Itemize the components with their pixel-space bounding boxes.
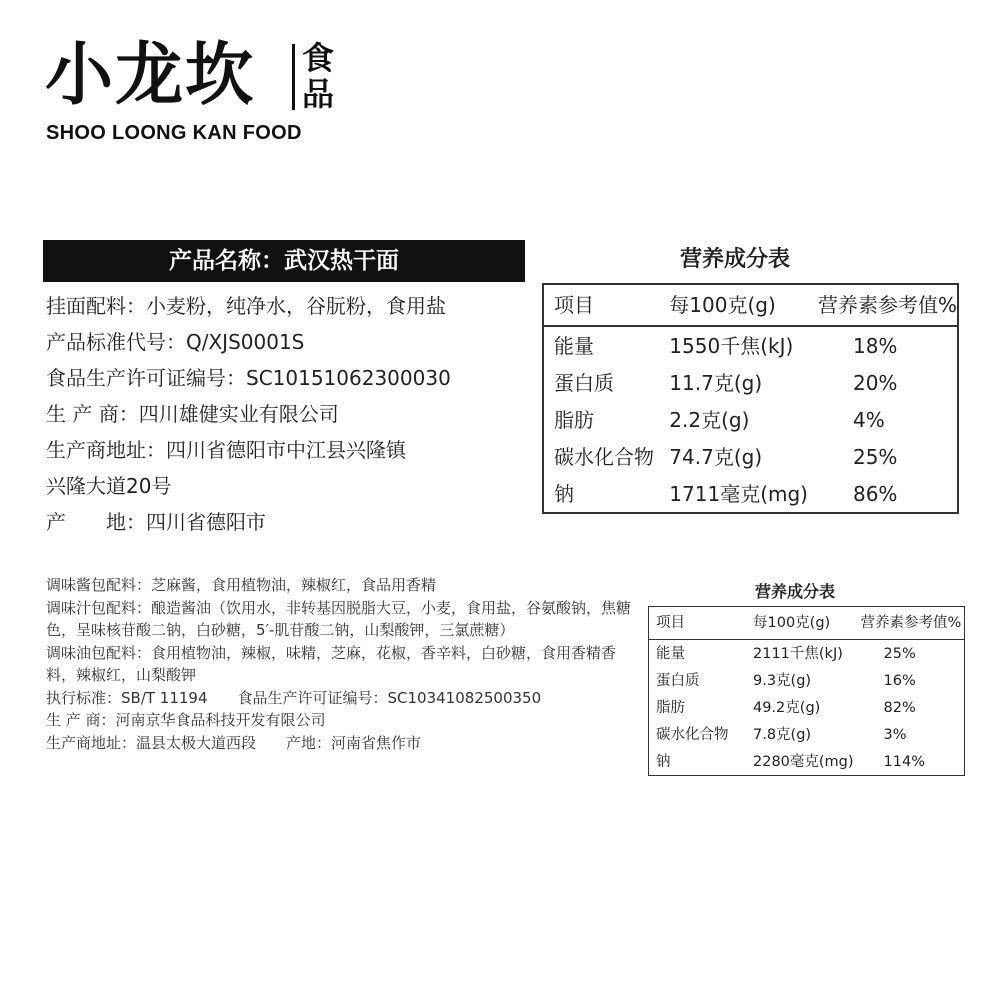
table-row	[649, 694, 965, 721]
table-cell: 3%	[883, 726, 907, 743]
header-cell: 营养素参考值%	[808, 284, 958, 326]
table-cell: 9.3克(g)	[753, 672, 812, 689]
nutrition-title-2: 营养成分表	[755, 582, 836, 601]
seasoning-line: 生产商地址：温县太极大道西段 产地：河南省焦作市	[46, 733, 422, 752]
table-row	[543, 475, 958, 513]
table-cell: 49.2克(g)	[753, 699, 821, 716]
table-cell: 4%	[852, 407, 885, 432]
table-cell: 能量	[656, 645, 685, 662]
table-cell: 2280毫克(mg)	[753, 753, 854, 770]
logo-chinese: 小龙坎	[45, 35, 256, 115]
seasoning-line: 执行标准：SB/T 11194 食品生产许可证编号：SC10341082500350	[46, 688, 542, 707]
info-line: 挂面配料：小麦粉，纯净水，谷朊粉，食用盐	[46, 294, 446, 318]
table-row	[649, 721, 965, 748]
table-cell: 脂肪	[554, 407, 594, 432]
table-cell: 20%	[852, 370, 898, 395]
header-cell: 营养素参考值%	[854, 607, 965, 640]
info-line: 产品标准代号：Q/XJS0001S	[46, 330, 305, 354]
product-name-bar	[43, 240, 525, 282]
table-cell: 25%	[852, 444, 898, 469]
seasoning-info	[46, 574, 636, 754]
logo-divider	[292, 44, 295, 110]
table-row	[649, 748, 965, 776]
table-header	[543, 284, 958, 326]
table-cell: 74.7克(g)	[669, 444, 763, 469]
table-cell: 蛋白质	[656, 672, 700, 689]
table-row	[649, 640, 965, 668]
info-line: 生 产 商：四川雄健实业有限公司	[46, 402, 339, 426]
table-header	[649, 607, 965, 640]
table-cell: 1550千焦(kJ)	[669, 333, 794, 358]
header-cell: 项目	[543, 284, 659, 326]
table-cell: 能量	[554, 333, 594, 358]
table-row	[543, 438, 958, 475]
table-row	[543, 326, 958, 364]
table-cell: 18%	[852, 333, 898, 358]
logo-english: SHOO LOONG KAN FOOD	[46, 122, 302, 144]
table-cell: 碳水化合物	[554, 444, 654, 469]
header-cell: 项目	[649, 607, 747, 640]
table-cell: 碳水化合物	[656, 726, 729, 743]
header-cell: 每100克(g)	[659, 284, 808, 326]
table-cell: 82%	[883, 699, 916, 716]
logo-food: 食品	[302, 39, 335, 113]
table-cell: 钠	[554, 481, 574, 506]
table-cell: 11.7克(g)	[669, 370, 763, 395]
table-cell: 2.2克(g)	[669, 407, 750, 432]
nutrition-table-2	[648, 606, 965, 776]
table-cell: 16%	[883, 672, 916, 689]
table-cell: 蛋白质	[554, 370, 614, 395]
table-cell: 2111千焦(kJ)	[753, 645, 843, 662]
info-line: 兴隆大道20号	[46, 474, 172, 498]
nutrition-table-1	[542, 283, 959, 514]
info-line: 食品生产许可证编号：SC10151062300030	[46, 366, 451, 390]
info-line: 产 地：四川省德阳市	[46, 510, 266, 534]
header-cell: 每100克(g)	[746, 607, 854, 640]
product-info	[46, 288, 451, 540]
table-cell: 86%	[852, 481, 898, 506]
seasoning-line: 调味酱包配料：芝麻酱，食用植物油，辣椒红，食品用香精	[46, 576, 437, 594]
table-cell: 25%	[883, 645, 916, 662]
seasoning-line: 调味油包配料：食用植物油，辣椒，味精，芝麻，花椒，香辛料，白砂糖，食用香精香料，辣椒红，山梨酸钾	[46, 643, 617, 684]
table-row	[649, 667, 965, 694]
table-cell: 114%	[883, 753, 926, 770]
table-cell: 钠	[656, 753, 671, 770]
table-row	[543, 364, 958, 401]
seasoning-line: 调味汁包配料：酿造酱油（饮用水，非转基因脱脂大豆，小麦，食用盐，谷氨酸钠，焦糖色，呈味核苷酸二钠，白砂糖，5′-肌苷酸二钠，山梨酸钾，三氯蔗糖）	[46, 598, 632, 639]
table-cell: 脂肪	[656, 699, 685, 716]
product-name: 产品名称：武汉热干面	[169, 248, 399, 274]
table-row	[543, 401, 958, 438]
seasoning-line: 生 产 商：河南京华食品科技开发有限公司	[46, 711, 326, 729]
info-line: 生产商地址：四川省德阳市中江县兴隆镇	[46, 438, 406, 462]
table-cell: 1711毫克(mg)	[669, 481, 808, 506]
nutrition-title-1: 营养成分表	[680, 247, 791, 272]
table-cell: 7.8克(g)	[753, 726, 812, 743]
